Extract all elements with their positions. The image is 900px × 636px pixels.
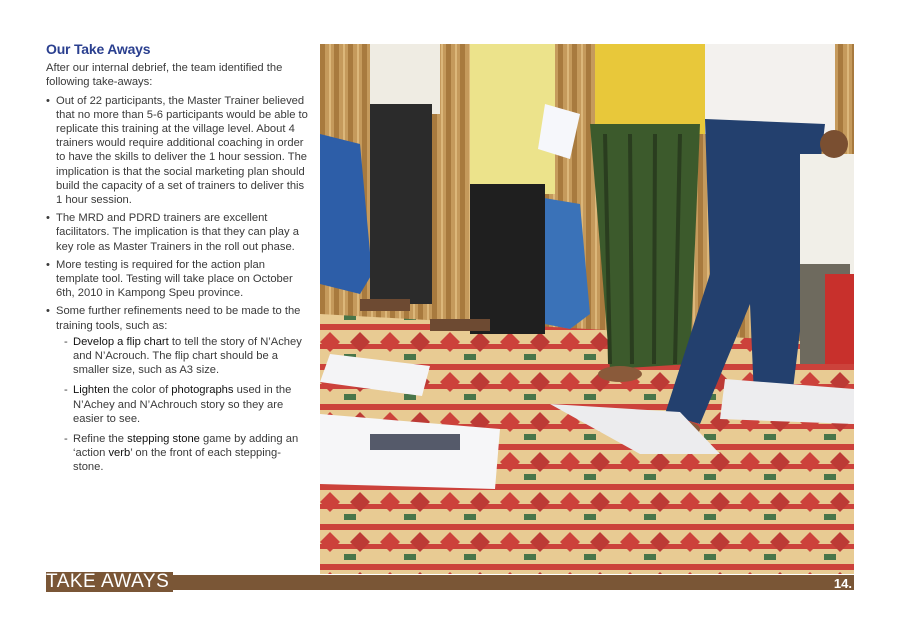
footer-title: TAKE AWAYS (46, 572, 173, 592)
bullet-item (46, 304, 308, 474)
keyword: Lighten (73, 384, 110, 397)
keyword: photographs (171, 384, 234, 397)
photo-illustration (320, 44, 854, 574)
bullet-item: • Out of 22 participants, the Master Trainer believed that no more than 5-6 participants would be able to replicate this training at the village level. About 4 trainers would require additional coaching in order to have the skills to deliver the 1 hour session. The implication is that the social marketing plan should build the capacity of a set of trainers to deliver this 1 hour session. (46, 94, 308, 208)
takeaway-list (46, 94, 308, 475)
dash-marker: - (64, 335, 68, 348)
sub-item-lighten (56, 383, 308, 426)
keyword: stepping stone (127, 433, 200, 446)
text-column (46, 42, 308, 481)
intro-paragraph: After our internal debrief, the team identified the following take-aways: (46, 62, 283, 89)
dash-marker: - (64, 384, 68, 397)
sub-item-stepping-stone (56, 432, 308, 475)
bullet-text: Some further refinements need to be made to the training tools, such as: (56, 305, 301, 332)
keyword: Develop a flip chart (73, 335, 169, 348)
sub-item-text: game by adding an ‘action (73, 433, 299, 460)
bullet-item: • More testing is required for the action plan template tool. Testing will take place on October 6th, 2010 in Kampong Speu province. (46, 258, 308, 301)
page-number: 14. (833, 576, 852, 591)
bullet-item: • The MRD and PDRD trainers are excellent facilitators. The implication is that they can play a key role as Master Trainers in the roll out phase. (46, 211, 308, 254)
dash-marker: - (64, 433, 68, 446)
sub-item-text: ’ on the front of each stepping-stone. (73, 447, 281, 474)
sub-item-text: to tell the story of N’Achey and N’Acrouch. The flip chart should be a smaller size, such as A3 size. (73, 335, 302, 377)
keyword: verb (108, 447, 131, 460)
sub-item-text: used in the N’Achey and N’Achrouch story so they are easier to see. (73, 384, 292, 425)
training-photo (320, 44, 854, 574)
sub-item-flip-chart (56, 335, 308, 378)
sub-item-text: Refine the (73, 433, 128, 446)
sub-item-text: the color of (109, 384, 172, 397)
refinement-list (56, 335, 308, 475)
section-heading: Our Take Aways (46, 41, 151, 57)
